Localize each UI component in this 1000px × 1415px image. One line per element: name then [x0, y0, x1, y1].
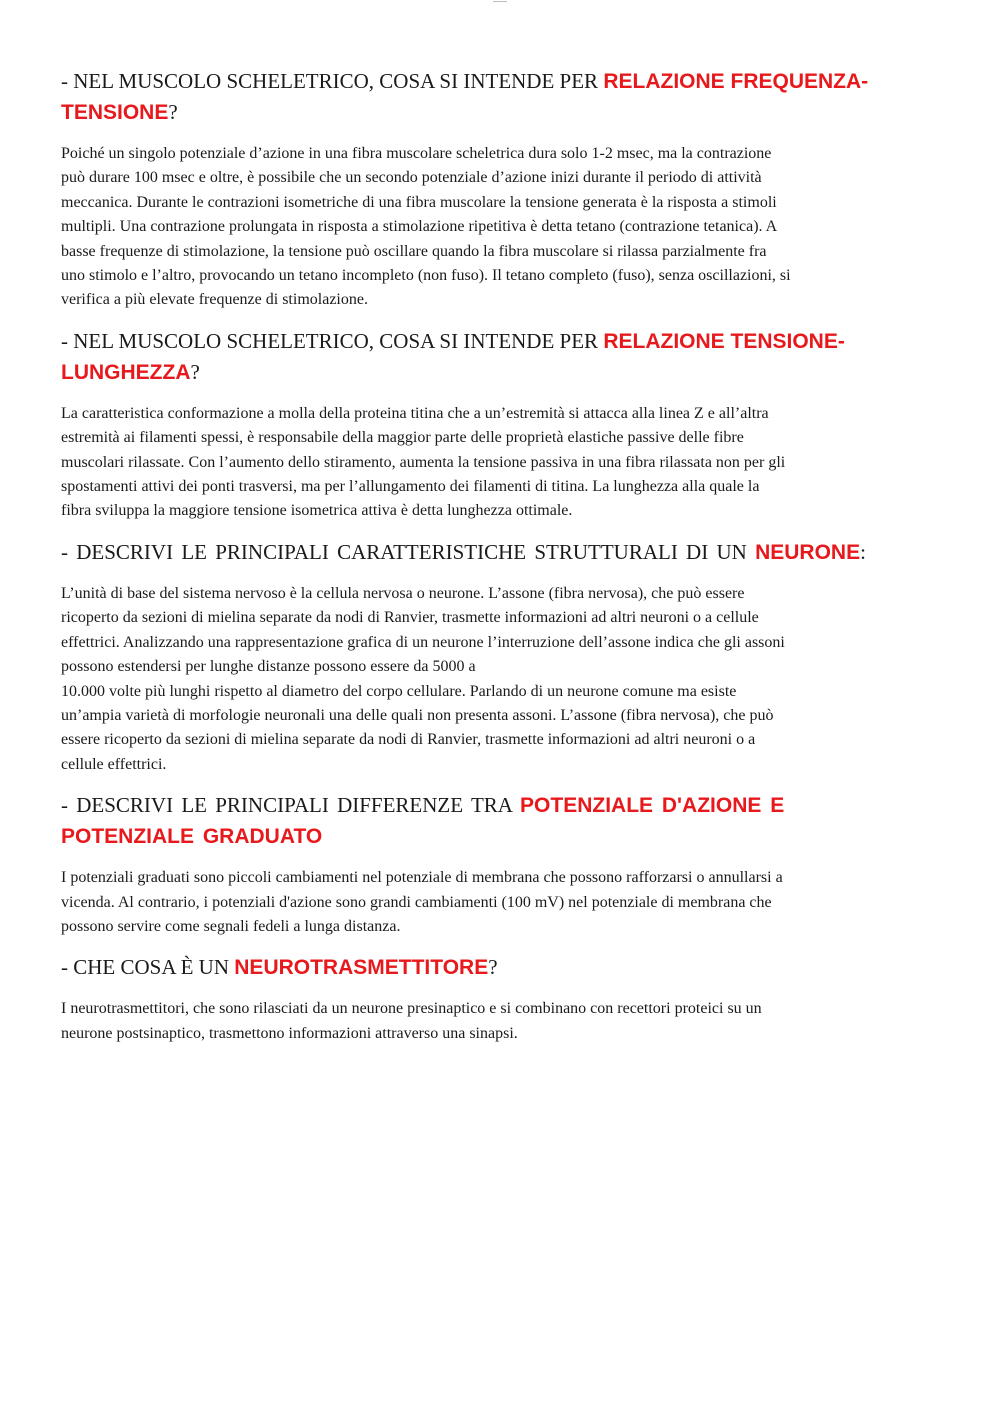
question-prefix: - DESCRIVI LE PRINCIPALI DIFFERENZE TRA — [61, 793, 521, 818]
document-content — [61, 66, 901, 1059]
answer-paragraph-1: Poiché un singolo potenziale d’azione in una fibra muscolare scheletrica dura solo 1-2 msec, ma la contrazione può durare 100 msec e oltre, è possibile che un secondo potenziale d’azione inizi durante il periodo di attività meccanica. Durante le contrazioni isometriche di una fibra muscolare la tensione generata è la risposta a stimoli multipli. Una contrazione prolungata in risposta a stimolazione ripetitiva è detta tetano (contrazione tetanica). A basse frequenze di stimolazione, la tensione può oscillare quando la fibra muscolare si rilassa parzialmente fra uno stimolo e l’altro, provocando un tetano incompleto (non fuso). Il tetano completo (fuso), senza oscillazioni, si verifica a più elevate frequenze di stimolazione. — [61, 145, 791, 309]
question-prefix: - NEL MUSCOLO SCHELETRICO, COSA SI INTENDE PER — [61, 69, 604, 93]
question-highlight: RELAZIONE FREQUENZA-TENSIONE — [61, 70, 869, 124]
question-highlight: NEURONE — [755, 540, 861, 564]
question-suffix: ? — [190, 359, 200, 384]
answer-paragraph-4: I potenziali graduati sono piccoli cambiamenti nel potenziale di membrana che possono rafforzarsi o annullarsi a vicenda. Al contrario, i potenziali d'azione sono grandi cambiamenti (100 mV) nel potenziale di membrana che possono servire come segnali fedeli a lunga distanza. — [61, 869, 783, 935]
question-highlight: POTENZIALE D'AZIONE E POTENZIALE GRADUATO — [61, 794, 785, 849]
question-prefix: - DESCRIVI LE PRINCIPALI CARATTERISTICHE STRUTTURALI DI UN — [61, 539, 756, 564]
question-title-4 — [61, 790, 901, 852]
question-title-5 — [61, 952, 901, 983]
question-title-3 — [61, 537, 901, 568]
question-suffix: ? — [488, 955, 498, 980]
question-suffix: ? — [168, 100, 178, 124]
question-prefix: - CHE COSA È UN — [61, 955, 235, 980]
question-prefix: - NEL MUSCOLO SCHELETRICO, COSA SI INTENDE PER — [61, 328, 604, 353]
answer-paragraph-5: I neurotrasmettitori, che sono rilasciati da un neurone presinaptico e si combinano con recettori proteici su un neurone postsinaptico, trasmettono informazioni attraverso una sinapsi. — [61, 1000, 762, 1042]
question-suffix: : — [860, 539, 866, 564]
question-title-2 — [61, 326, 901, 388]
question-title-1 — [61, 66, 901, 128]
question-highlight: NEUROTRASMETTITORE — [234, 956, 489, 980]
answer-paragraph-3: L’unità di base del sistema nervoso è la cellula nervosa o neurone. L’assone (fibra nervosa), che può essere ricoperto da sezioni di mielina separate da nodi di Ranvier, trasmette informazioni ad altri neuroni o a cellule effettrici. Analizzando una rappresentazione grafica di un neurone l’interruzione dell’assone indica che gli assoni possono estendersi per lunghe distanze possono essere da 5000 a 10.000 volte più lunghi rispetto al diametro del corpo cellulare. Parlando di un neurone comune ma esiste un’ampia varietà di morfologie neuronali una delle quali non presenta assoni. L’assone (fibra nervosa), che può essere ricoperto da sezioni di mielina separate da nodi di Ranvier, trasmette informazioni ad altri neuroni o a cellule effettrici. — [61, 584, 785, 773]
answer-paragraph-2: La caratteristica conformazione a molla della proteina titina che a un’estremità si attacca alla linea Z e all’altra estremità ai filamenti spessi, è responsabile della maggior parte delle proprietà elastiche passive delle fibre muscolari rilassate. Con l’aumento dello stiramento, aumenta la tensione passiva in una fibra rilassata non per gli spostamenti attivi dei ponti trasversi, ma per l’allungamento dei filamenti di titina. La lunghezza alla quale la fibra sviluppa la maggiore tensione isometrica attiva è detta lunghezza ottimale. — [61, 404, 786, 520]
question-highlight: RELAZIONE TENSIONE-LUNGHEZZA — [61, 329, 845, 384]
header-mark — [490, 0, 510, 3]
